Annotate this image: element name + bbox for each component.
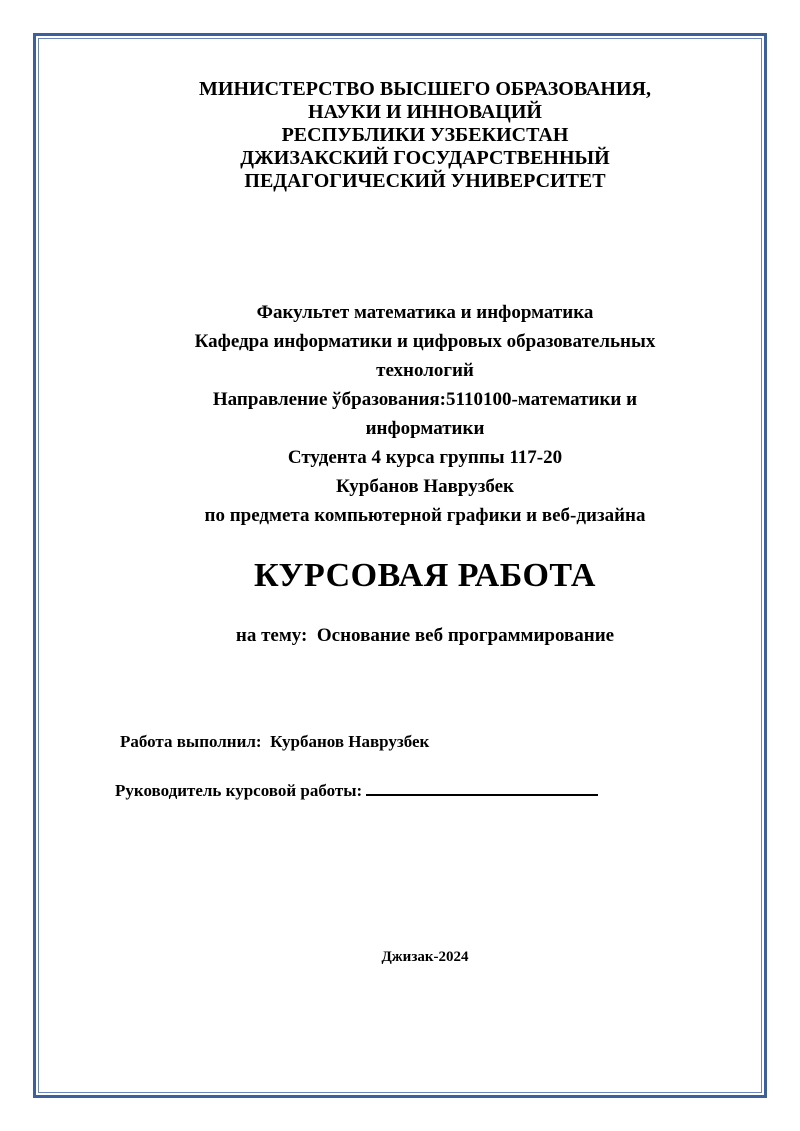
student-group: Студента 4 курса группы 117-20 <box>287 447 563 468</box>
ministry-header <box>0 78 800 193</box>
details-block <box>0 298 800 530</box>
university-line: ПЕДАГОГИЧЕСКИЙ УНИВЕРСИТЕТ <box>244 170 606 192</box>
department-name: Кафедра информатики и цифровых образовательных <box>194 331 656 352</box>
city-year: Джизак-2024 <box>381 949 469 965</box>
subject-name: по предмета компьютерной графики и веб-дизайна <box>204 505 646 526</box>
document-topic: на тему: Основание веб программирование <box>235 625 615 646</box>
faculty-name: Факультет математика и информатика <box>256 302 594 323</box>
department-name-cont: технологий <box>376 360 474 381</box>
supervisor-label: Руководитель курсовой работы: <box>115 781 363 800</box>
university-line: ДЖИЗАКСКИЙ ГОСУДАРСТВЕННЫЙ <box>240 147 610 169</box>
supervisor-line <box>115 780 598 802</box>
ministry-line: МИНИСТЕРСТВО ВЫСШЕГО ОБРАЗОВАНИЯ, <box>199 78 651 100</box>
ministry-line: НАУКИ И ИННОВАЦИЙ <box>308 101 542 123</box>
student-name: Курбанов Наврузбек <box>336 476 514 497</box>
performer-line: Работа выполнил: Курбанов Наврузбек <box>120 732 430 751</box>
education-direction-cont: информатики <box>365 418 485 439</box>
ministry-line: РЕСПУБЛИКИ УЗБЕКИСТАН <box>281 124 569 146</box>
education-direction: Направление ўбразования:5110100-математики и <box>212 389 638 410</box>
supervisor-signature-blank <box>366 780 598 796</box>
document-title: КУРСОВАЯ РАБОТА <box>254 557 596 594</box>
